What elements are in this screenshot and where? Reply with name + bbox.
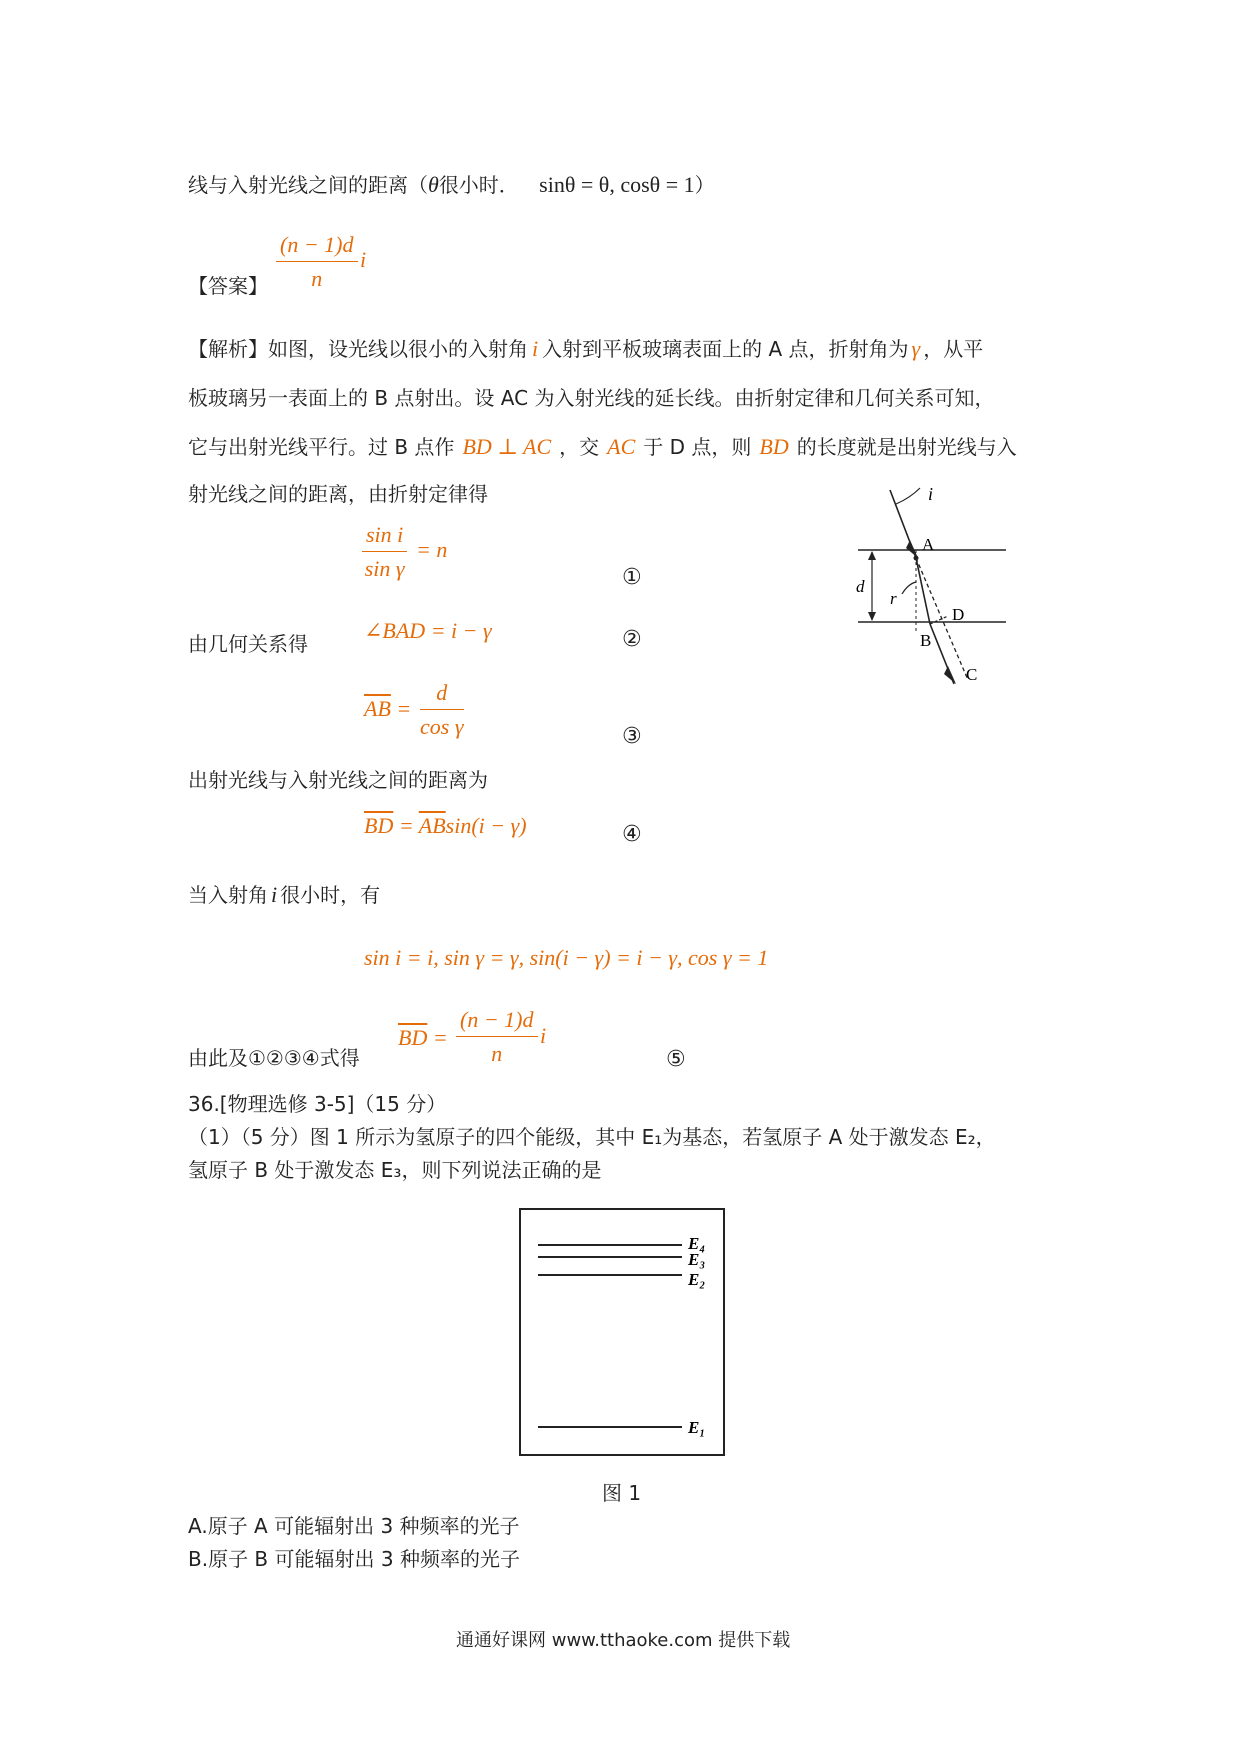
bd-overline: $\overline{BD}$	[364, 813, 394, 838]
diagram-label-d-point: D	[952, 605, 965, 624]
angle-bad-equation: ∠BAD = i − γ	[364, 618, 492, 643]
result-label: 由此及①②③④式得	[188, 1046, 360, 1070]
result-equals: =	[432, 1025, 448, 1050]
analysis-p1b: 入射到平板玻璃表面上的 A 点，折射角为	[542, 337, 909, 361]
diagram-label-c: C	[966, 665, 978, 684]
geometry-label: 由几何关系得	[188, 632, 308, 656]
distance-label: 出射光线与入射光线之间的距离为	[188, 768, 488, 792]
diagram-label-b: B	[920, 631, 932, 650]
ac-segment: AC	[607, 434, 636, 459]
result-variable: i	[540, 1023, 547, 1048]
bd-overline-3: $\overline{BD}$	[398, 1025, 428, 1050]
answer-variable: i	[360, 247, 367, 272]
analysis-p3b: ，交	[559, 435, 600, 459]
diagram-label-d: d	[856, 577, 865, 596]
result-denominator: n	[491, 1041, 503, 1066]
bd-segment: BD	[759, 434, 789, 459]
equation-marker-5: ⑤	[666, 1047, 686, 1072]
analysis-line-2: 板玻璃另一表面上的 B 点射出。设 AC 为入射光线的延长线。由折射定律和几何关系可知，	[188, 386, 995, 410]
analysis-line-4: 射光线之间的距离，由折射定律得	[188, 482, 488, 506]
level-e2-label: E₂	[688, 1270, 706, 1289]
incidence-angle-symbol: i	[532, 336, 539, 361]
small-angle-approximations: sin i = i, sin γ = γ, sin(i − γ) = i − γ, cos γ = 1	[364, 945, 769, 970]
ab-overline-2: $\overline{AB}$	[418, 813, 446, 838]
bd-perp-ac: BD ⊥ AC	[462, 434, 552, 459]
equation-marker-4: ④	[622, 822, 642, 847]
answer-fraction	[276, 232, 358, 292]
bd-rest: sin(i − γ)	[445, 813, 527, 838]
diagram-label-r: r	[890, 589, 897, 608]
option-b: B.原子 B 可能辐射出 3 种频率的光子	[188, 1547, 520, 1571]
question-36-line-1: （1）（5 分）图 1 所示为氢原子的四个能级，其中 E₁为基态，若氢原子 A 处于激发态 E₂，	[188, 1125, 996, 1149]
ab-overline: $\overline{AB}$	[364, 696, 391, 721]
small-angle-line	[188, 882, 380, 908]
option-a: A.原子 A 可能辐射出 3 种频率的光子	[188, 1514, 520, 1538]
answer-denominator: n	[311, 266, 323, 291]
line1-close: ）	[694, 173, 715, 197]
snell-rhs: = n	[416, 537, 448, 562]
theta-symbol: θ	[428, 172, 439, 197]
question-36-title: 36.[物理选修 3-5]（15 分）	[188, 1092, 447, 1116]
diagram-label-a: A	[922, 535, 935, 554]
analysis-p1c: ，从平	[923, 337, 984, 361]
small-angle-a: 当入射角	[188, 883, 268, 907]
small-angle-b: 很小时，有	[280, 883, 381, 907]
answer-numerator: (n − 1)d	[276, 232, 358, 262]
footer-text: 通通好课网 www.tthaoke.com 提供下载	[456, 1630, 791, 1651]
level-e3-label: E₃	[688, 1250, 706, 1269]
equation-marker-2: ②	[622, 627, 642, 652]
figure-caption: 图 1	[602, 1481, 642, 1505]
refraction-diagram	[850, 484, 1020, 690]
result-lhs	[398, 1025, 448, 1051]
analysis-line-1	[188, 336, 983, 362]
ab-equation	[364, 696, 411, 722]
result-fraction	[456, 1007, 538, 1067]
analysis-p3d: 的长度就是出射光线与入	[796, 435, 1017, 459]
energy-level-diagram	[516, 1205, 730, 1461]
ab-numerator: d	[420, 680, 464, 710]
analysis-p3c: 于 D 点，则	[643, 435, 752, 459]
snell-denominator: sin γ	[364, 556, 405, 581]
refraction-angle-symbol: γ	[911, 336, 921, 361]
bd-equals: =	[393, 813, 419, 838]
ab-equals: =	[396, 696, 412, 721]
small-angle-i: i	[271, 882, 278, 907]
level-e1-label: E₁	[688, 1418, 706, 1437]
analysis-line-3	[188, 434, 1017, 460]
level-e4-label: E₄	[688, 1234, 706, 1253]
snell-numerator: sin i	[362, 522, 407, 552]
analysis-p3a: 它与出射光线平行。过 B 点作	[188, 435, 455, 459]
answer-label: 【答案】	[188, 274, 268, 298]
line1-text: 线与入射光线之间的距离（	[188, 173, 428, 197]
ab-fraction	[420, 680, 464, 740]
equation-marker-1: ①	[622, 565, 642, 590]
diagram-label-i: i	[928, 484, 934, 504]
equation-marker-3: ③	[622, 724, 642, 749]
ab-denominator: cos γ	[420, 714, 464, 739]
result-numerator: (n − 1)d	[456, 1007, 538, 1037]
analysis-p1a: 【解析】如图，设光线以很小的入射角	[188, 337, 528, 361]
snell-fraction	[362, 522, 407, 582]
text-line-1	[188, 172, 715, 198]
bd-equation	[364, 813, 527, 839]
line1-small: 很小时．	[438, 173, 519, 197]
small-angle-condition: sinθ = θ, cosθ = 1	[539, 172, 695, 197]
question-36-line-2: 氢原子 B 处于激发态 E₃，则下列说法正确的是	[188, 1158, 602, 1182]
